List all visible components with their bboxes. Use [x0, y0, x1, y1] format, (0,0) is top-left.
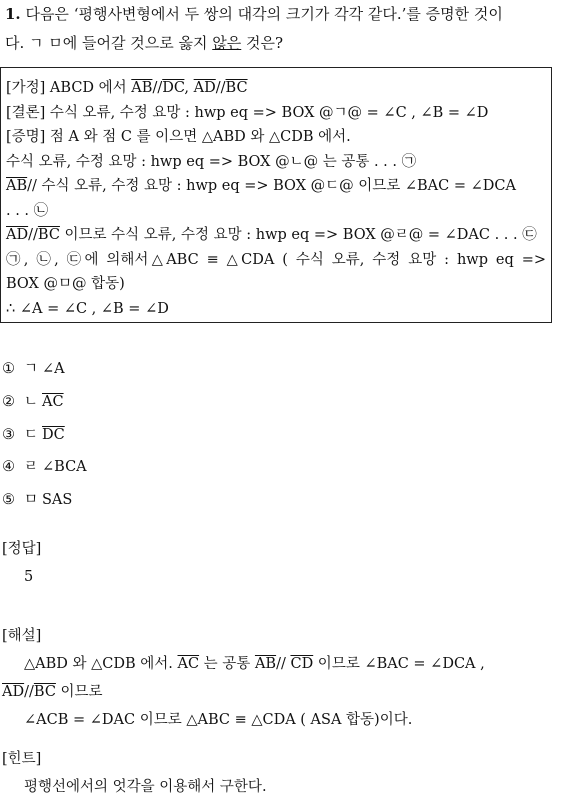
hint-text: 평행선에서의 엇각을 이용해서 구한다.: [24, 779, 267, 795]
proof-box: [0, 67, 552, 323]
question-number: 1.: [5, 5, 21, 23]
proof-step-3: $\overline{AD}//\overline{BC}$ 이므로 수식 오류, 수정 요망 : hwp eq => BOX @ㄹ@ = ∠DAC . . . ㉢: [6, 227, 537, 243]
proof-final: ∴ ∠A = ∠C , ∠B = ∠D: [6, 300, 169, 317]
proof-step-1: 수식 오류, 수정 요망 : hwp eq => BOX @ㄴ@ 는 공통 . . . ㉠: [6, 153, 417, 170]
hint-label: [힌트]: [2, 751, 42, 767]
proof-step-4-tail: BOX @ㅁ@ 합동): [6, 276, 125, 292]
question-text: [5, 0, 565, 58]
proof-hypothesis: [가정] ABCD 에서 $\overline{AB}//\overline{DC}$, $\overline{AD}//\overline{BC}$: [6, 80, 248, 96]
explanation-section: [2, 622, 570, 734]
answer-label: [정답]: [2, 541, 42, 557]
question-line-2: 다. ㄱ ㅁ에 들어갈 것으로 옳지 않은 것은?: [5, 34, 284, 52]
choice-4[interactable]: ④ ㄹ ∠BCA: [2, 459, 87, 475]
explanation-line-3: ∠ACB = ∠DAC 이므로 △ABC ≡ △CDA ( ASA 합동)이다.: [24, 712, 413, 728]
proof-step-2-tail: . . . ㉡: [6, 202, 49, 219]
choice-1[interactable]: ① ㄱ ∠A: [2, 361, 65, 377]
underlined-word: 않은: [212, 34, 242, 52]
proof-start: [증명] 점 A 와 점 C 를 이으면 △ABD 와 △CDB 에서.: [6, 129, 351, 145]
explanation-label: [해설]: [2, 628, 42, 644]
hint-section: [2, 745, 267, 801]
explanation-line-1: △ABD 와 △CDB 에서. $\overline{AC}$ 는 공통 $\overline{AB}//$ $\overline{CD}$ 이므로 ∠BAC = ∠DCA ,: [24, 656, 485, 672]
choice-2[interactable]: ② ㄴ $\overline{AC}$: [2, 394, 64, 410]
proof-conclusion: [결론] 수식 오류, 수정 요망 : hwp eq => BOX @ㄱ@ = ∠C , ∠B = ∠D: [6, 104, 489, 121]
choice-3[interactable]: ③ ㄷ $\overline{DC}$: [2, 427, 65, 443]
proof-step-2: $\overline{AB}//$ 수식 오류, 수정 요망 : hwp eq => BOX @ㄷ@ 이므로 ∠BAC = ∠DCA: [6, 178, 516, 194]
choice-5[interactable]: ⑤ ㅁ SAS: [2, 492, 73, 508]
question-line-1: 1. 다음은 ‘평행사변형에서 두 쌍의 대각의 크기가 각각 같다.’를 증명한 것이: [5, 5, 503, 23]
answer-value: 5: [24, 569, 34, 585]
proof-step-4: ㉠, ㉡, ㉢에 의해서△ABC ≡ △CDA ( 수식 오류, 수정 요망 : hwp eq =>: [6, 251, 546, 268]
answer-section: [2, 535, 41, 591]
explanation-line-2: $\overline{AD}//\overline{BC}$ 이므로: [2, 684, 103, 700]
